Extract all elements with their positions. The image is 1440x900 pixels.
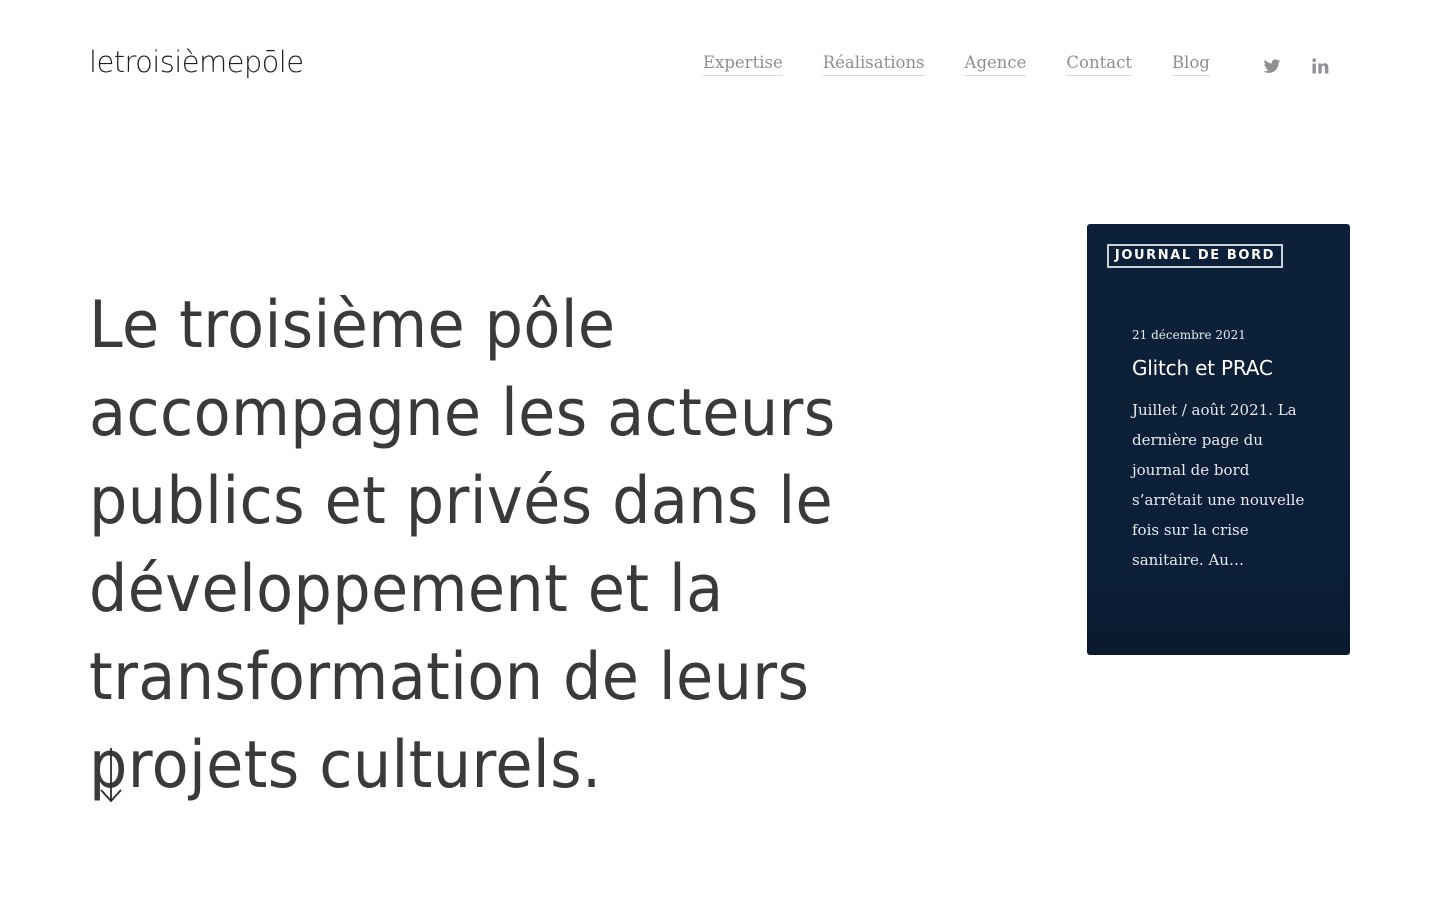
nav-item-realisations[interactable]: Réalisations	[823, 52, 925, 76]
nav-item-expertise[interactable]: Expertise	[703, 52, 783, 76]
linkedin-icon[interactable]	[1310, 56, 1330, 76]
nav-item-agence[interactable]: Agence	[965, 52, 1027, 76]
scroll-down-arrow-icon[interactable]	[96, 744, 126, 806]
social-links	[1262, 56, 1330, 76]
card-category-tag: JOURNAL DE BORD	[1107, 244, 1283, 268]
nav-item-contact[interactable]: Contact	[1066, 52, 1132, 76]
blog-card[interactable]	[1087, 224, 1350, 655]
hero-headline: Le troisième pôle accompagne les acteurs publics et privés dans le développement et la transformation de leurs projets culturels.	[89, 288, 836, 803]
twitter-icon[interactable]	[1262, 56, 1282, 76]
card-title[interactable]: Glitch et PRAC	[1132, 356, 1273, 380]
main-nav	[703, 52, 1210, 76]
site-logo[interactable]: letroisièmepōle	[89, 45, 304, 79]
card-date: 21 décembre 2021	[1132, 328, 1246, 342]
card-excerpt: Juillet / août 2021. La dernière page du journal de bord s’arrêtait une nouvelle fois sur la crise sanitaire. Au…	[1132, 401, 1305, 569]
nav-item-blog[interactable]: Blog	[1172, 52, 1210, 76]
